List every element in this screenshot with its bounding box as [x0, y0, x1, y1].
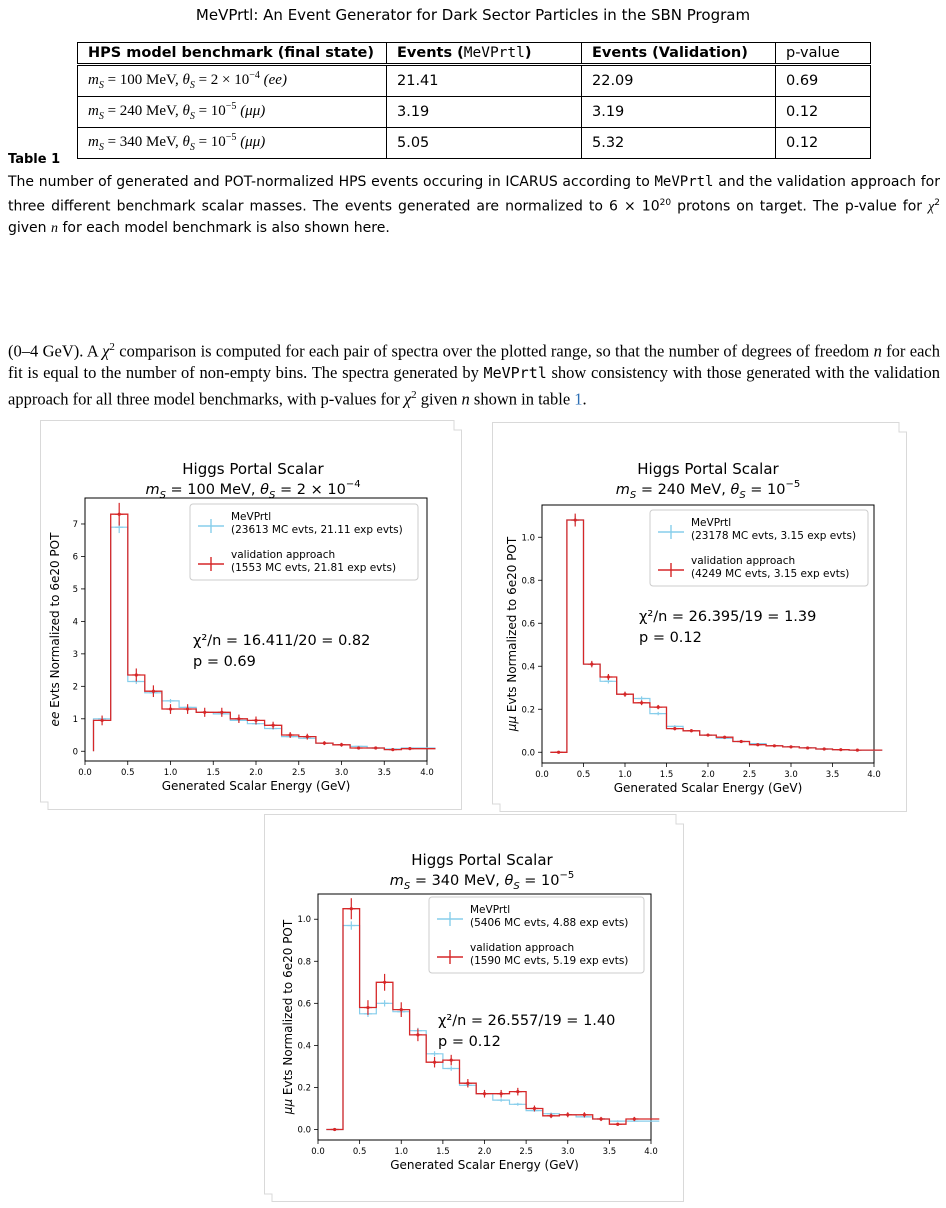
point-marker [839, 748, 842, 751]
chart-subtitle [616, 479, 801, 501]
point-marker [400, 1008, 403, 1011]
point-marker [557, 751, 560, 754]
y-tick-label: 0.6 [521, 619, 535, 630]
data-point [514, 1103, 522, 1106]
x-tick-label: 0.5 [576, 770, 591, 780]
data-point [555, 751, 563, 754]
data-point [497, 1098, 505, 1101]
point-marker [623, 693, 626, 696]
y-label-prefix: μμ [281, 1098, 295, 1115]
y-tick-label: 0.4 [521, 662, 535, 673]
x-axis-label: Generated Scalar Energy (GeV) [390, 1158, 579, 1172]
point-marker [306, 735, 309, 738]
data-point [347, 921, 355, 929]
data-point [397, 1002, 405, 1017]
subtitle-part: m [389, 873, 404, 889]
point-marker [169, 707, 172, 710]
point-marker [101, 719, 104, 722]
x-tick-label: 1.0 [394, 1147, 409, 1157]
y-label-rest: Evts Normalized to 6e20 POT [281, 919, 295, 1099]
data-point [853, 749, 861, 752]
subtitle-part: θ [504, 873, 514, 889]
chart-subtitle [390, 870, 575, 892]
data-point [132, 668, 140, 681]
cell-model: $m_S = 340$ MeV, $\theta_S = 10^{-5}$ (μμ) [78, 128, 387, 159]
point-marker [706, 733, 709, 736]
subtitle-part: m [145, 482, 160, 498]
y-label-prefix: ee [48, 711, 62, 727]
y-tick-label: 2 [72, 682, 78, 693]
data-point [787, 745, 795, 748]
x-tick-label: 2.0 [249, 768, 263, 778]
data-point [464, 1079, 472, 1087]
point-marker [574, 518, 577, 521]
data-point [381, 1000, 389, 1006]
cell-p-value: 0.69 [776, 65, 871, 97]
x-tick-label: 2.5 [519, 1147, 533, 1157]
point-marker [220, 711, 223, 714]
data-point [431, 1051, 439, 1056]
point-marker [357, 746, 360, 749]
data-point [737, 740, 745, 743]
point-marker [416, 1033, 419, 1036]
point-marker [374, 746, 377, 749]
y-axis-label [505, 536, 519, 732]
x-tick-label: 1.0 [163, 768, 178, 778]
y-label-prefix: μμ [505, 715, 519, 732]
x-tick-label: 2.0 [477, 1147, 492, 1157]
point-marker [237, 717, 240, 720]
x-tick-label: 1.5 [436, 1147, 450, 1157]
cell-p-value: 0.12 [776, 97, 871, 128]
point-marker [500, 1092, 503, 1095]
y-axis-label [48, 532, 62, 727]
x-axis-label: Generated Scalar Energy (GeV) [161, 779, 351, 793]
chart-title: Higgs Portal Scalar [637, 460, 779, 478]
legend-label: validation approach [691, 555, 796, 567]
x-tick-label: 1.5 [206, 768, 221, 778]
y-tick-label: 6 [72, 552, 78, 563]
data-point [98, 716, 106, 726]
data-point [167, 699, 175, 703]
y-label-rest: Evts Normalized to 6e20 POT [48, 532, 62, 712]
subtitle-part: = 2 × 10 [275, 482, 346, 498]
cell-events-validation: 5.32 [582, 128, 776, 159]
data-point [687, 729, 695, 732]
point-marker [118, 513, 121, 516]
table-caption: The number of generated and POT-normalized HPS events occuring in ICARUS according to MeVPrtl and the validation approach for three different benchmark scalar masses. The events generated are normalized to $6 \times 10^{20}$ protons on target. The p-value for $\chi^2$ given n for each model benchmark is also shown here. [8, 174, 940, 236]
subtitle-part: = 240 MeV, [636, 482, 731, 498]
x-tick-label: 0.5 [352, 1147, 367, 1157]
table-row [78, 97, 871, 128]
point-marker [550, 1114, 553, 1117]
point-marker [590, 663, 593, 666]
subtitle-part: S [629, 490, 637, 501]
point-marker [254, 719, 257, 722]
cell-model: $m_S = 240$ MeV, $\theta_S = 10^{-5}$ (μμ) [78, 97, 387, 128]
header-model: HPS model benchmark (final state) [78, 43, 387, 65]
data-point [372, 746, 380, 749]
header-events-validation: Events (Validation) [582, 43, 776, 65]
point-marker [483, 1092, 486, 1095]
x-tick-label: 3.0 [560, 1147, 575, 1157]
point-marker [383, 981, 386, 984]
y-tick-label: 1.0 [297, 915, 311, 926]
x-tick-label: 1.0 [618, 770, 632, 780]
subtitle-part: S [513, 881, 520, 892]
p-value-annotation: p = 0.12 [438, 1034, 501, 1050]
x-tick-label: 0.0 [78, 768, 92, 778]
legend-label: validation approach [470, 942, 575, 954]
y-tick-label: 5 [72, 584, 78, 595]
cell-events-mevprtl: 5.05 [387, 128, 582, 159]
header-p-value: p-value [776, 43, 871, 65]
data-point [364, 1000, 372, 1015]
subtitle-part: = 100 MeV, [165, 482, 261, 498]
data-point [671, 727, 679, 730]
data-point [614, 1120, 622, 1122]
table-reference-link[interactable]: 1 [574, 389, 583, 408]
point-marker [333, 1128, 336, 1131]
x-tick-label: 3.5 [377, 768, 392, 778]
point-marker [533, 1107, 536, 1110]
point-marker [323, 742, 326, 745]
data-point [381, 974, 389, 991]
legend-sublabel: (5406 MC evts, 4.88 exp evts) [470, 917, 629, 929]
chi2-annotation: χ²/n = 26.395/19 = 1.39 [639, 609, 817, 625]
data-point [269, 722, 277, 729]
legend-label: validation approach [231, 549, 336, 561]
cell-events-validation: 22.09 [582, 65, 776, 97]
y-label-rest: Evts Normalized to 6e20 POT [505, 536, 519, 716]
data-point [704, 733, 712, 736]
point-marker [690, 729, 693, 732]
point-marker [391, 748, 394, 751]
histogram-ms-100 [40, 420, 462, 810]
point-marker [856, 749, 859, 752]
table-header-row [78, 43, 871, 65]
header-events-mevprtl: Events (MeVPrtl) [387, 43, 582, 65]
data-point [167, 704, 175, 714]
x-tick-label: 4.0 [867, 770, 881, 780]
data-point [654, 705, 662, 709]
cell-events-mevprtl: 21.41 [387, 65, 582, 97]
point-marker [450, 1059, 453, 1062]
x-tick-label: 4.0 [644, 1147, 658, 1157]
chi2-annotation: χ²/n = 26.557/19 = 1.40 [438, 1013, 616, 1029]
point-marker [616, 1123, 619, 1126]
data-point [621, 692, 629, 697]
point-marker [135, 673, 138, 676]
point-marker [756, 743, 759, 746]
y-tick-label: 0.8 [297, 957, 311, 968]
data-point [564, 1112, 572, 1117]
cell-events-validation: 3.19 [582, 97, 776, 128]
y-tick-label: 0.8 [521, 576, 535, 587]
cell-p-value: 0.12 [776, 128, 871, 159]
data-point [770, 744, 778, 747]
point-marker [340, 743, 343, 746]
y-tick-label: 0 [72, 747, 78, 758]
point-marker [633, 1117, 636, 1120]
x-tick-label: 2.0 [701, 770, 715, 780]
x-tick-label: 4.0 [420, 768, 434, 778]
x-tick-label: 0.5 [120, 768, 135, 778]
point-marker [433, 1061, 436, 1064]
subtitle-part: −5 [559, 870, 575, 881]
data-point [571, 514, 579, 527]
subtitle-part: S [159, 490, 166, 501]
chi2-annotation: χ²/n = 16.411/20 = 0.82 [193, 633, 371, 649]
x-tick-label: 3.5 [825, 770, 840, 780]
x-tick-label: 2.5 [291, 768, 306, 778]
x-tick-label: 0.0 [535, 770, 549, 780]
point-marker [186, 707, 189, 710]
subtitle-part: θ [260, 482, 270, 498]
y-tick-label: 0.4 [297, 1041, 311, 1052]
point-marker [740, 740, 743, 743]
data-point [447, 1066, 455, 1071]
x-tick-label: 3.5 [602, 1147, 617, 1157]
subtitle-part: S [403, 881, 411, 892]
point-marker [350, 907, 353, 910]
histogram-ms-240 [492, 422, 907, 812]
data-point [218, 708, 226, 717]
y-tick-label: 0.6 [297, 999, 311, 1010]
y-tick-label: 1.0 [521, 533, 535, 544]
point-marker [516, 1090, 519, 1093]
y-tick-label: 1 [72, 714, 78, 725]
point-marker [657, 706, 660, 709]
y-tick-label: 0.2 [297, 1083, 311, 1094]
data-point [597, 1117, 605, 1121]
data-point [804, 746, 812, 749]
legend-sublabel: (1553 MC evts, 21.81 exp evts) [231, 562, 397, 574]
x-tick-label: 1.5 [659, 770, 674, 780]
data-point [447, 1055, 455, 1066]
data-point [184, 704, 192, 714]
y-tick-label: 7 [72, 519, 78, 530]
data-point [481, 1090, 489, 1098]
data-point [614, 1123, 622, 1126]
data-point [630, 1117, 638, 1121]
subtitle-part: S [269, 490, 276, 501]
point-marker [366, 1006, 369, 1009]
legend-label: MeVPrtl [231, 511, 272, 523]
chart-title: Higgs Portal Scalar [182, 460, 324, 478]
y-axis-label [281, 919, 295, 1115]
data-point [638, 696, 646, 700]
subtitle-part: = 10 [745, 482, 786, 498]
legend-label: MeVPrtl [470, 904, 511, 916]
table-caption-label: Table 1 [8, 152, 61, 167]
x-tick-label: 3.0 [334, 768, 349, 778]
subtitle-part: S [739, 490, 746, 501]
data-point [837, 748, 845, 751]
point-marker [640, 701, 643, 704]
data-point [638, 700, 646, 705]
point-marker [789, 745, 792, 748]
data-point [115, 503, 123, 526]
data-point [331, 1128, 339, 1131]
point-marker [272, 724, 275, 727]
x-tick-label: 3.0 [784, 770, 798, 780]
point-marker [723, 736, 726, 739]
data-point [347, 898, 355, 919]
body-paragraph: (0–4 GeV). A $\chi^2$ comparison is computed for each pair of spectra over the plotted range, so that the number of degrees of freedom n for each fit is equal to the number of non-empty bins. The spectra generated by MeVPrtl show consistency with those generated with the validation approach for all three model benchmarks, with p-values for $\chi^2$ given n shown in table 1. [8, 341, 940, 408]
point-marker [408, 747, 411, 750]
point-marker [466, 1082, 469, 1085]
point-marker [566, 1113, 569, 1116]
data-point [320, 741, 328, 745]
subtitle-part: −5 [785, 479, 801, 490]
p-value-annotation: p = 0.69 [193, 654, 256, 670]
data-point [588, 661, 596, 667]
data-point [604, 674, 612, 680]
point-marker [152, 690, 155, 693]
legend-sublabel: (23178 MC evts, 3.15 exp evts) [691, 530, 857, 542]
point-marker [203, 711, 206, 714]
data-point [149, 685, 157, 697]
data-point [820, 747, 828, 750]
table-row [78, 128, 871, 159]
y-tick-label: 0.2 [521, 705, 535, 716]
table-row [78, 65, 871, 97]
histogram-ms-340 [264, 814, 684, 1202]
data-point [514, 1088, 522, 1096]
data-point [235, 715, 243, 723]
subtitle-part: = 340 MeV, [410, 873, 505, 889]
point-marker [806, 746, 809, 749]
x-tick-label: 2.5 [742, 770, 757, 780]
cell-events-mevprtl: 3.19 [387, 97, 582, 128]
chart-title: Higgs Portal Scalar [411, 851, 553, 869]
data-point [201, 708, 209, 717]
point-marker [773, 744, 776, 747]
subtitle-part: θ [730, 482, 740, 498]
y-tick-label: 0.0 [521, 748, 535, 759]
running-head: MeVPrtl: An Event Generator for Dark Sector Particles in the SBN Program [195, 6, 751, 24]
point-marker [673, 727, 676, 730]
y-tick-label: 4 [72, 617, 78, 628]
subtitle-part: m [615, 482, 630, 498]
legend-sublabel: (1590 MC evts, 5.19 exp evts) [470, 955, 629, 967]
point-marker [607, 675, 610, 678]
cell-model: $m_S = 100$ MeV, $\theta_S = 2 \times 10^{-4}$ (ee) [78, 65, 387, 97]
x-tick-label: 0.0 [311, 1147, 325, 1157]
benchmark-table [77, 42, 871, 159]
data-point [497, 1090, 505, 1098]
legend-sublabel: (4249 MC evts, 3.15 exp evts) [691, 568, 850, 580]
p-value-annotation: p = 0.12 [639, 630, 702, 646]
point-marker [583, 1113, 586, 1116]
point-marker [823, 747, 826, 750]
point-marker [289, 733, 292, 736]
data-point [431, 1057, 439, 1068]
data-point [338, 743, 346, 747]
subtitle-part: = 10 [519, 873, 560, 889]
x-axis-label: Generated Scalar Energy (GeV) [613, 781, 803, 795]
figure-frame [41, 421, 462, 810]
legend-sublabel: (23613 MC evts, 21.11 exp evts) [231, 524, 403, 536]
subtitle-part: −4 [345, 479, 361, 490]
y-tick-label: 3 [72, 649, 78, 660]
legend-label: MeVPrtl [691, 517, 732, 529]
point-marker [599, 1117, 602, 1120]
y-tick-label: 0.0 [297, 1125, 311, 1136]
data-point [654, 712, 662, 715]
